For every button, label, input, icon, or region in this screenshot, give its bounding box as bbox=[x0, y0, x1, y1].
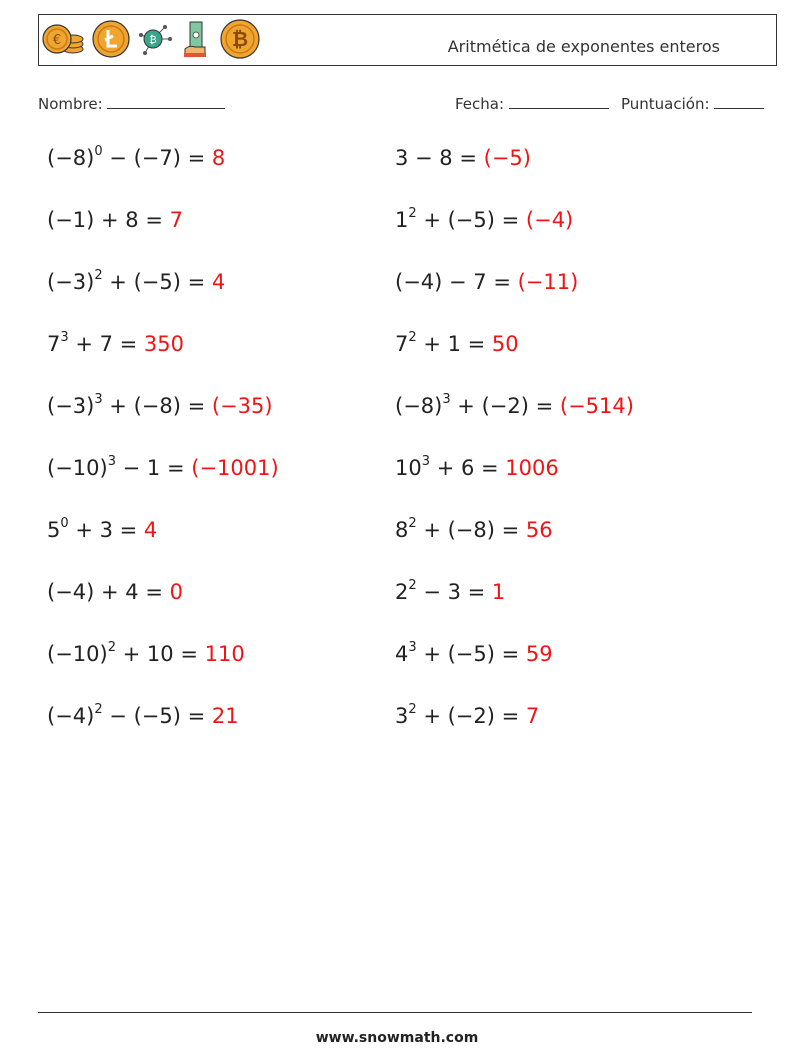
problem-expression: 2 bbox=[395, 580, 409, 604]
date-label: Fecha: bbox=[455, 95, 505, 113]
problem-answer: 350 bbox=[143, 332, 185, 356]
problem-answer: 59 bbox=[525, 642, 553, 666]
problem-operation: − 1 = bbox=[115, 456, 192, 480]
problem-7 bbox=[47, 332, 184, 356]
problem-3 bbox=[47, 208, 183, 232]
problem-15 bbox=[47, 580, 183, 604]
date-field bbox=[455, 94, 609, 113]
problem-operation: + 6 = bbox=[430, 456, 506, 480]
problem-operation: + (−2) = bbox=[450, 394, 560, 418]
problem-20 bbox=[395, 704, 539, 728]
score-label: Puntuación: bbox=[621, 95, 710, 113]
name-field bbox=[38, 94, 225, 113]
problem-operation: + 7 = bbox=[68, 332, 144, 356]
problem-expression: 7 bbox=[47, 332, 61, 356]
cash-hand-icon bbox=[179, 19, 213, 63]
problem-operation: − 3 = bbox=[416, 580, 492, 604]
problem-expression: (−4) bbox=[47, 704, 95, 728]
problem-answer: (−1001) bbox=[191, 456, 279, 480]
problem-16 bbox=[395, 580, 505, 604]
bitcoin-icon bbox=[219, 18, 261, 64]
problem-expression: (−3) bbox=[47, 394, 95, 418]
problem-answer: (−35) bbox=[211, 394, 273, 418]
worksheet-header bbox=[38, 14, 777, 66]
problem-operation: + 10 = bbox=[115, 642, 205, 666]
problem-exponent: 3 bbox=[421, 454, 431, 469]
problem-exponent: 3 bbox=[408, 640, 417, 655]
problem-answer: 8 bbox=[211, 146, 226, 170]
problem-expression: (−4) + 4 = bbox=[47, 580, 170, 604]
svg-text:₿: ₿ bbox=[231, 27, 249, 51]
worksheet-title: Aritmética de exponentes enteros bbox=[447, 37, 720, 56]
problem-answer: 1 bbox=[491, 580, 506, 604]
problem-6 bbox=[395, 270, 578, 294]
footer-divider bbox=[38, 1012, 752, 1013]
header-icons bbox=[41, 21, 267, 61]
problem-11 bbox=[47, 456, 279, 480]
problem-expression: 8 bbox=[395, 518, 409, 542]
problem-exponent: 3 bbox=[442, 392, 451, 407]
problem-12 bbox=[395, 456, 559, 480]
problem-answer: 4 bbox=[143, 518, 158, 542]
problem-exponent: 3 bbox=[107, 454, 116, 469]
problem-exponent: 2 bbox=[408, 578, 417, 593]
problem-operation: + (−5) = bbox=[416, 208, 526, 232]
svg-text:€: € bbox=[52, 33, 62, 48]
problem-answer: 110 bbox=[204, 642, 245, 666]
problem-expression: 10 bbox=[395, 456, 422, 480]
bitcoin-network-icon bbox=[137, 19, 173, 63]
problem-expression: 3 − 8 = bbox=[395, 146, 484, 170]
problem-9 bbox=[47, 394, 273, 418]
problem-answer: (−11) bbox=[517, 270, 579, 294]
problem-operation: − (−5) = bbox=[102, 704, 212, 728]
problem-operation: − (−7) = bbox=[102, 146, 212, 170]
problem-expression: (−10) bbox=[47, 456, 108, 480]
problem-operation: + (−5) = bbox=[416, 642, 526, 666]
problem-answer: 1006 bbox=[505, 456, 559, 480]
euro-coins-icon bbox=[41, 21, 85, 61]
problem-answer: 0 bbox=[169, 580, 183, 604]
problem-operation: + (−8) = bbox=[102, 394, 212, 418]
problem-answer: 21 bbox=[211, 704, 239, 728]
footer-site: www.snowmath.com bbox=[315, 1030, 479, 1046]
litecoin-icon bbox=[91, 19, 131, 63]
problem-1 bbox=[47, 146, 225, 170]
problem-exponent: 0 bbox=[94, 144, 103, 159]
problem-5 bbox=[47, 270, 225, 294]
problem-expression: (−8) bbox=[47, 146, 95, 170]
problem-operation: + (−5) = bbox=[102, 270, 212, 294]
problem-expression: 1 bbox=[395, 208, 409, 232]
problem-exponent: 2 bbox=[94, 702, 103, 717]
problem-answer: 7 bbox=[169, 208, 183, 232]
problem-answer: (−514) bbox=[559, 394, 634, 418]
problem-expression: 7 bbox=[395, 332, 409, 356]
svg-text:₿: ₿ bbox=[149, 35, 157, 46]
problem-18 bbox=[395, 642, 553, 666]
problem-exponent: 2 bbox=[408, 330, 417, 345]
problem-expression: 5 bbox=[47, 518, 61, 542]
problem-expression: 3 bbox=[395, 704, 409, 728]
problem-exponent: 3 bbox=[94, 392, 103, 407]
date-blank[interactable] bbox=[509, 94, 609, 109]
problem-answer: 50 bbox=[491, 332, 519, 356]
problem-expression: (−3) bbox=[47, 270, 95, 294]
problem-4 bbox=[395, 208, 573, 232]
problem-operation: + 1 = bbox=[416, 332, 492, 356]
score-blank[interactable] bbox=[714, 94, 764, 109]
problem-answer: 7 bbox=[525, 704, 540, 728]
problem-exponent: 0 bbox=[60, 516, 69, 531]
problem-exponent: 2 bbox=[408, 516, 417, 531]
name-blank[interactable] bbox=[107, 94, 225, 109]
problem-19 bbox=[47, 704, 239, 728]
problem-expression: (−10) bbox=[47, 642, 108, 666]
problem-answer: 4 bbox=[211, 270, 226, 294]
problem-exponent: 2 bbox=[94, 268, 103, 283]
problem-expression: (−1) + 8 = bbox=[47, 208, 170, 232]
name-label: Nombre: bbox=[38, 95, 103, 113]
problem-17 bbox=[47, 642, 245, 666]
problem-answer: (−5) bbox=[483, 146, 531, 170]
problem-10 bbox=[395, 394, 634, 418]
problem-13 bbox=[47, 518, 157, 542]
problem-exponent: 2 bbox=[107, 640, 116, 655]
problem-expression: 4 bbox=[395, 642, 409, 666]
problem-2 bbox=[395, 146, 531, 170]
problem-operation: + (−2) = bbox=[416, 704, 526, 728]
problem-exponent: 2 bbox=[408, 206, 417, 221]
problem-expression: (−4) − 7 = bbox=[395, 270, 518, 294]
problem-operation: + 3 = bbox=[68, 518, 144, 542]
problem-operation: + (−8) = bbox=[416, 518, 526, 542]
problem-expression: (−8) bbox=[395, 394, 443, 418]
problem-exponent: 2 bbox=[408, 702, 417, 717]
problem-answer: (−4) bbox=[525, 208, 574, 232]
problem-exponent: 3 bbox=[60, 330, 69, 345]
problem-8 bbox=[395, 332, 519, 356]
score-field bbox=[621, 94, 764, 113]
problem-14 bbox=[395, 518, 553, 542]
problem-answer: 56 bbox=[525, 518, 553, 542]
